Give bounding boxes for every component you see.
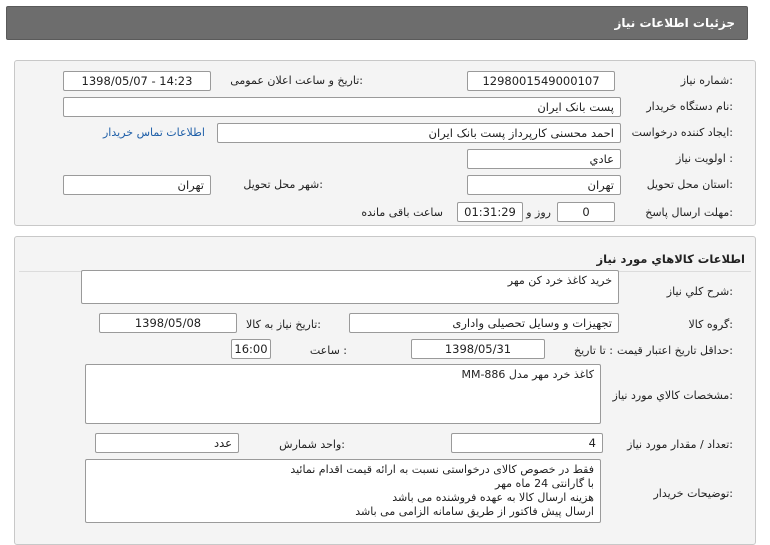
need-number-label: شماره نیاز:	[680, 74, 733, 87]
province-label: استان محل تحویل:	[646, 178, 733, 191]
notes-field	[85, 459, 601, 523]
need-date-field: 1398/05/08	[99, 313, 237, 333]
notes-line: هزینه ارسال کالا به عهده فروشنده می باشد	[392, 491, 594, 504]
notes-line: با گارانتی 24 ماه مهر	[495, 477, 594, 490]
time-field: 16:00	[231, 339, 271, 359]
notes-line: ارسال پیش فاکتور از طریق سامانه الزامی می باشد	[355, 505, 594, 518]
days-label: روز و	[526, 206, 551, 219]
goods-section-title: اطلاعات کالاهاي مورد نياز	[596, 252, 745, 266]
window-title: جزئیات اطلاعات نیاز	[614, 16, 735, 30]
summary-label: شرح کلي نياز:	[666, 285, 733, 298]
priority-label: اولویت نیاز :	[675, 152, 733, 165]
group-field: تجهیزات و وسایل تحصیلی واداری	[349, 313, 619, 333]
validity-label: حداقل تاریخ اعتبار قیمت:	[617, 344, 733, 357]
need-date-label: تاریخ نیاز به کالا:	[246, 318, 321, 331]
announce-label: تاریخ و ساعت اعلان عمومی:	[230, 74, 363, 87]
goods-panel	[14, 236, 756, 545]
buyer-org-field: پست بانک ایران	[63, 97, 621, 117]
unit-field: عدد	[95, 433, 239, 453]
notes-label: توضيحات خريدار:	[653, 487, 733, 500]
buyer-contact-link[interactable]: اطلاعات تماس خریدار	[103, 126, 205, 139]
priority-field: عادي	[467, 149, 621, 169]
until-date-field: 1398/05/31	[411, 339, 545, 359]
creator-label: ایجاد کننده درخواست:	[631, 126, 733, 139]
buyer-org-label: نام دستگاه خریدار:	[646, 100, 733, 113]
unit-label: واحد شمارش:	[279, 438, 345, 451]
spec-label: مشخصات کالاي مورد نياز:	[612, 389, 733, 402]
time-label: ساعت :	[309, 344, 347, 357]
deadline-days-field: 0	[557, 202, 615, 222]
creator-field: احمد محسنی کارپرداز پست بانک ایران	[217, 123, 621, 143]
deadline-time-field: 01:31:29	[457, 202, 523, 222]
group-label: گروه کالا:	[688, 318, 733, 331]
announce-field: 1398/05/07 - 14:23	[63, 71, 211, 91]
need-number-field: 1298001549000107	[467, 71, 615, 91]
notes-line: فقط در خصوص کالای درخواستی نسبت به ارائه قیمت اقدام نمائید	[290, 463, 594, 476]
summary-field: خرید کاغذ خرد کن مهر	[81, 270, 619, 304]
qty-label: تعداد / مقدار مورد نیاز:	[627, 438, 733, 451]
until-date-label: تا تاریخ :	[574, 344, 613, 357]
deadline-label: مهلت ارسال پاسخ:	[645, 206, 733, 219]
city-label: شهر محل تحویل:	[243, 178, 323, 191]
city-field: تهران	[63, 175, 211, 195]
spec-field: کاغذ خرد مهر مدل MM-886	[85, 364, 601, 424]
qty-field: 4	[451, 433, 603, 453]
province-field: تهران	[467, 175, 621, 195]
remaining-label: ساعت باقی مانده	[361, 206, 443, 219]
window-titlebar	[6, 6, 748, 40]
need-info-panel	[14, 60, 756, 226]
